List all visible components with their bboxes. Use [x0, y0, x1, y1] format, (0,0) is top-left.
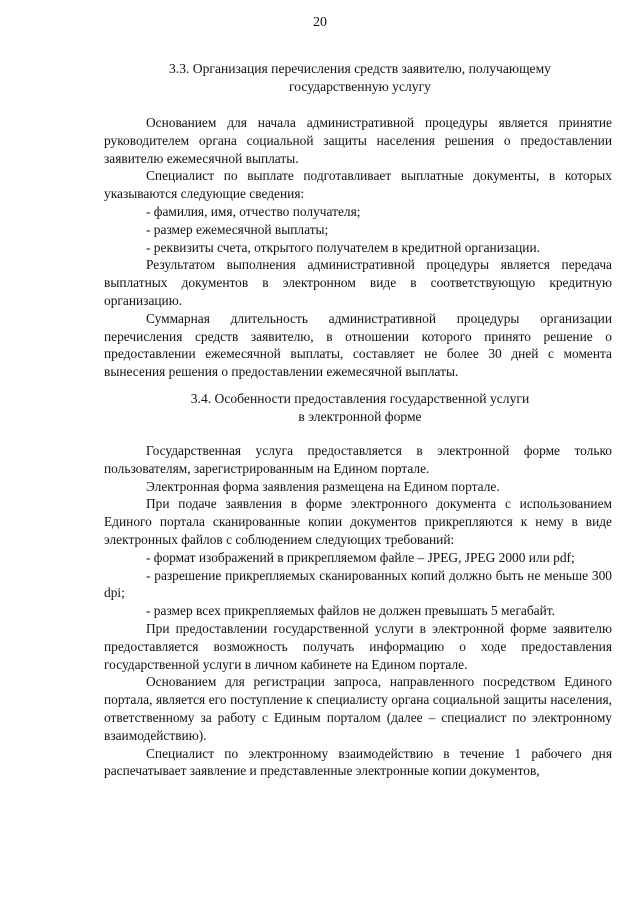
paragraph: Суммарная длительность административной процедуры организации перечисления средств заявителю, в отношении которого принято решение о предоставлении ежемесячной выплаты, составляет не более 30 дней с момента вынесения решения о предоставлении ежемесячной выплаты. — [104, 310, 612, 380]
list-item: - фамилия, имя, отчество получателя; — [146, 203, 361, 219]
section-3-4-body — [104, 442, 612, 780]
list-item: - формат изображений в прикрепляемом файле – JPEG, JPEG 2000 или pdf; — [146, 549, 575, 565]
list-item: - разрешение прикрепляемых сканированных копий должно быть не меньше 300 dpi; — [104, 567, 612, 601]
paragraph: При подаче заявления в форме электронного документа с использованием Единого портала сканированные копии документов прикрепляются к нему в виде электронных файлов с соблюдением следующих требований: — [104, 496, 612, 547]
paragraph: Специалист по выплате подготавливает выплатные документы, в которых указываются следующие сведения: — [104, 168, 612, 202]
section-3-3-heading-line1: 3.3. Организация перечисления средств заявителю, получающему — [169, 61, 551, 76]
paragraph: Государственная услуга предоставляется в электронной форме только пользователям, зарегистрированным на Едином портале. — [104, 443, 612, 476]
list-item: - реквизиты счета, открытого получателем в кредитной организации. — [146, 239, 540, 255]
section-3-4-heading-line1: 3.4. Особенности предоставления государственной услуги — [190, 391, 530, 406]
list-item: - размер ежемесячной выплаты; — [146, 221, 329, 237]
section-3-3-heading-line2: государственную услугу — [289, 79, 431, 94]
paragraph: Электронная форма заявления размещена на Едином портале. — [146, 478, 500, 494]
paragraph: Результатом выполнения административной процедуры является передача выплатных документов в электронном виде в соответствующую кредитную организацию. — [104, 257, 612, 308]
paragraph: Основанием для регистрации запроса, направленного посредством Единого портала, является его поступление к специалисту органа социальной защиты населения, ответственному за работу с Единым порталом (далее – специалист по электронному взаимодействию). — [104, 674, 612, 743]
paragraph: При предоставлении государственной услуги в электронной форме заявителю предоставляется возможность получать информацию о ходе предоставления государственной услуги в личном кабинете на Едином портале. — [104, 620, 612, 672]
section-3-4-heading — [104, 390, 616, 426]
section-3-3-body — [104, 114, 612, 381]
paragraph: Основанием для начала административной процедуры является принятие руководителем органа социальной защиты населения решения о предоставлении заявителю ежемесячной выплаты. — [104, 115, 612, 166]
section-3-3-heading — [104, 60, 616, 96]
page-number: 20 — [313, 15, 327, 30]
paragraph: Специалист по электронному взаимодействию в течение 1 рабочего дня распечатывает заявление и представленные электронные копии документов, — [104, 745, 612, 779]
section-3-4-heading-line2: в электронной форме — [298, 409, 422, 424]
list-item: - размер всех прикрепляемых файлов не должен превышать 5 мегабайт. — [146, 603, 555, 619]
